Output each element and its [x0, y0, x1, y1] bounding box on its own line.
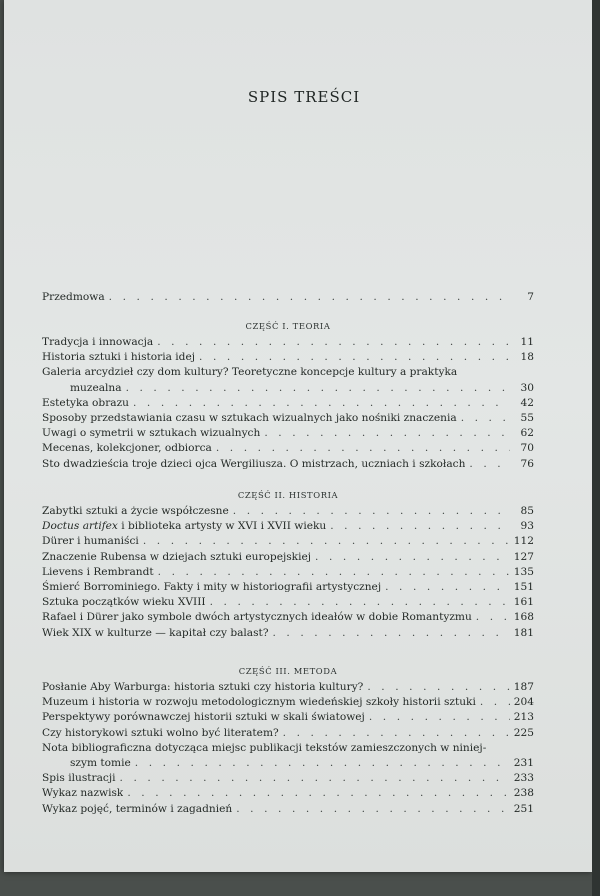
toc-page-number: 18 [520, 351, 534, 364]
toc-dot-leader [154, 565, 510, 580]
toc-entry-text: Zabytki sztuki a życie współczesne [42, 505, 229, 517]
toc-dot-leader [153, 335, 510, 350]
toc-page-number: 7 [527, 291, 534, 303]
toc-entry-text: Doctus artifex i biblioteka artysty w XVI i XVII wieku [42, 520, 327, 533]
toc-entry [42, 396, 534, 411]
toc-entry [42, 626, 534, 641]
toc-entry-text: Wiek XIX w kulturze — kapitał czy balast? [42, 626, 269, 639]
toc-entry-text: Mecenas, kolekcjoner, odbiorca [42, 442, 212, 455]
toc-dot-leader [212, 441, 510, 456]
toc-dot-leader [229, 504, 510, 519]
toc-entry [42, 565, 534, 580]
toc-page-number: 168 [513, 611, 534, 624]
toc-page-number: 251 [513, 802, 534, 815]
toc-entry-text: Przedmowa [42, 291, 105, 303]
toc-page-number: 42 [520, 396, 534, 409]
toc-page-number: 161 [513, 596, 534, 609]
toc-page-number: 187 [513, 681, 534, 693]
toc-page-number: 30 [520, 381, 534, 394]
toc-entry-text: Znaczenie Rubensa w dziejach sztuki europejskiej [42, 550, 312, 563]
toc-page-number: 112 [513, 535, 534, 548]
toc-page-number: 238 [513, 787, 534, 800]
toc-entry [42, 441, 534, 456]
toc-entry [42, 335, 534, 350]
toc-dot-leader [365, 710, 510, 725]
toc-dot-leader [105, 290, 510, 305]
toc-entry [42, 519, 534, 534]
toc-entry-text: Nota bibliograficzna dotycząca miejsc publikacji tekstów zamieszczonych w niniej- [42, 741, 487, 754]
part-heading: CZĘŚĆ I. TEORIA [245, 321, 331, 331]
toc-entry [42, 595, 534, 610]
toc-entry-text: Wykaz nazwisk [42, 787, 124, 800]
toc-entry [42, 550, 534, 565]
toc-page-number: 135 [513, 565, 534, 578]
toc-dot-leader [232, 802, 510, 817]
toc-entry-text: Perspektywy porównawczej historii sztuki w skali światowej [42, 711, 365, 724]
toc-page-number: 85 [520, 505, 534, 517]
toc-entry-text: Uwagi o symetrii w sztukach wizualnych [42, 427, 261, 440]
toc-entry [42, 610, 534, 625]
toc-page-number: 11 [520, 336, 534, 348]
toc-entry [42, 457, 534, 472]
toc-page-number: 213 [513, 711, 534, 724]
toc-page-number: 70 [520, 442, 534, 455]
toc-entry-text: Rafael i Dürer jako symbole dwóch artystycznych ideałów w dobie Romantyzmu [42, 611, 472, 624]
toc-entry-text: Historia sztuki i historia idej [42, 351, 196, 364]
toc-dot-leader [279, 726, 510, 741]
part-heading: CZĘŚĆ II. HISTORIA [237, 490, 339, 500]
toc-entry-italic: Doctus artifex [42, 520, 118, 533]
toc-dot-leader [465, 457, 510, 472]
toc-entry-text: Czy historykowi sztuki wolno być literatem? [42, 726, 279, 739]
toc-entry-text: Sto dwadzieścia troje dzieci ojca Wergiliusza. O mistrzach, uczniach i szkołach [42, 457, 466, 470]
toc-dot-leader [131, 756, 510, 771]
toc-page-number: 93 [520, 520, 534, 533]
toc-page-number: 233 [513, 772, 534, 785]
toc-dot-leader [476, 695, 510, 710]
toc-entry [42, 786, 534, 801]
toc-entry-line [42, 741, 534, 756]
toc-entry [42, 350, 534, 365]
toc-page-number: 127 [513, 550, 534, 563]
toc-page-number: 55 [520, 411, 534, 424]
toc-entry [42, 534, 534, 549]
toc-dot-leader [123, 786, 510, 801]
toc-dot-leader [195, 350, 510, 365]
toc-page-number: 181 [513, 626, 534, 639]
toc-dot-leader [260, 426, 510, 441]
part-1-section [42, 321, 534, 472]
toc-entry-text: Muzeum i historia w rozwoju metodologicznym wiedeńskiej szkoły historii sztuki [42, 696, 476, 709]
toc-entry-line [42, 365, 534, 380]
toc-dot-leader [139, 534, 510, 549]
toc-entry [42, 771, 534, 786]
toc-page-number: 76 [520, 457, 534, 470]
toc-dot-leader [381, 580, 510, 595]
toc-entry-text: Wykaz pojęć, terminów i zagadnień [42, 802, 233, 815]
toc-entry-text: Tradycja i innowacja [42, 336, 154, 348]
toc-entry-text: szym tomie [70, 756, 131, 769]
toc-entry-text: Galeria arcydzieł czy dom kultury? Teoretyczne koncepcje kultury a praktyka [42, 366, 458, 379]
toc-dot-leader [206, 595, 510, 610]
toc-entry [42, 426, 534, 441]
book-edge [592, 0, 600, 896]
toc-dot-leader [122, 381, 510, 396]
toc-entry [42, 680, 534, 695]
toc-entry-text: Śmierć Borrominiego. Fakty i mity w historiografii artystycznej [42, 580, 382, 593]
part-3-section [42, 666, 534, 817]
toc-page-number: 62 [520, 427, 534, 440]
toc-entry-text: Spis ilustracji [42, 772, 116, 785]
toc-entry [42, 756, 534, 771]
toc-entry [42, 726, 534, 741]
toc-entry-text: Sztuka początków wieku XVIII [42, 596, 206, 609]
toc-page-number: 225 [513, 726, 534, 739]
toc-entry [42, 411, 534, 426]
toc-entry-text: Sposoby przedstawiania czasu w sztukach wizualnych jako nośniki znaczenia [42, 411, 457, 424]
toc-entry [42, 802, 534, 817]
page-title: SPIS TREŚCI [247, 88, 361, 106]
toc-entry [42, 381, 534, 396]
toc-entry-text: Estetyka obrazu [42, 396, 129, 409]
toc-entry-text: muzealna [70, 381, 122, 394]
toc-page-number: 204 [513, 696, 534, 709]
toc-dot-leader [326, 519, 510, 534]
toc-page-number: 151 [513, 580, 534, 593]
toc-entry [42, 710, 534, 725]
toc-entry [42, 504, 534, 519]
toc-entry-text: Dürer i humaniści [42, 535, 139, 548]
toc-entry-preface [42, 290, 534, 305]
toc-entry [42, 695, 534, 710]
part-2-section [42, 490, 534, 641]
toc-page-number: 231 [513, 756, 534, 769]
toc-dot-leader [116, 771, 510, 786]
toc-dot-leader [363, 680, 510, 695]
toc-dot-leader [129, 396, 510, 411]
toc-dot-leader [472, 610, 510, 625]
part-heading: CZĘŚĆ III. METODA [238, 666, 338, 676]
toc-dot-leader [311, 550, 510, 565]
preface-block [42, 290, 534, 305]
toc-entry [42, 580, 534, 595]
toc-entry-text: Lievens i Rembrandt [42, 565, 154, 578]
book-page [4, 0, 592, 872]
toc-entry-text: Posłanie Aby Warburga: historia sztuki czy historia kultury? [42, 681, 364, 693]
toc-dot-leader [457, 411, 510, 426]
toc-dot-leader [269, 626, 511, 641]
